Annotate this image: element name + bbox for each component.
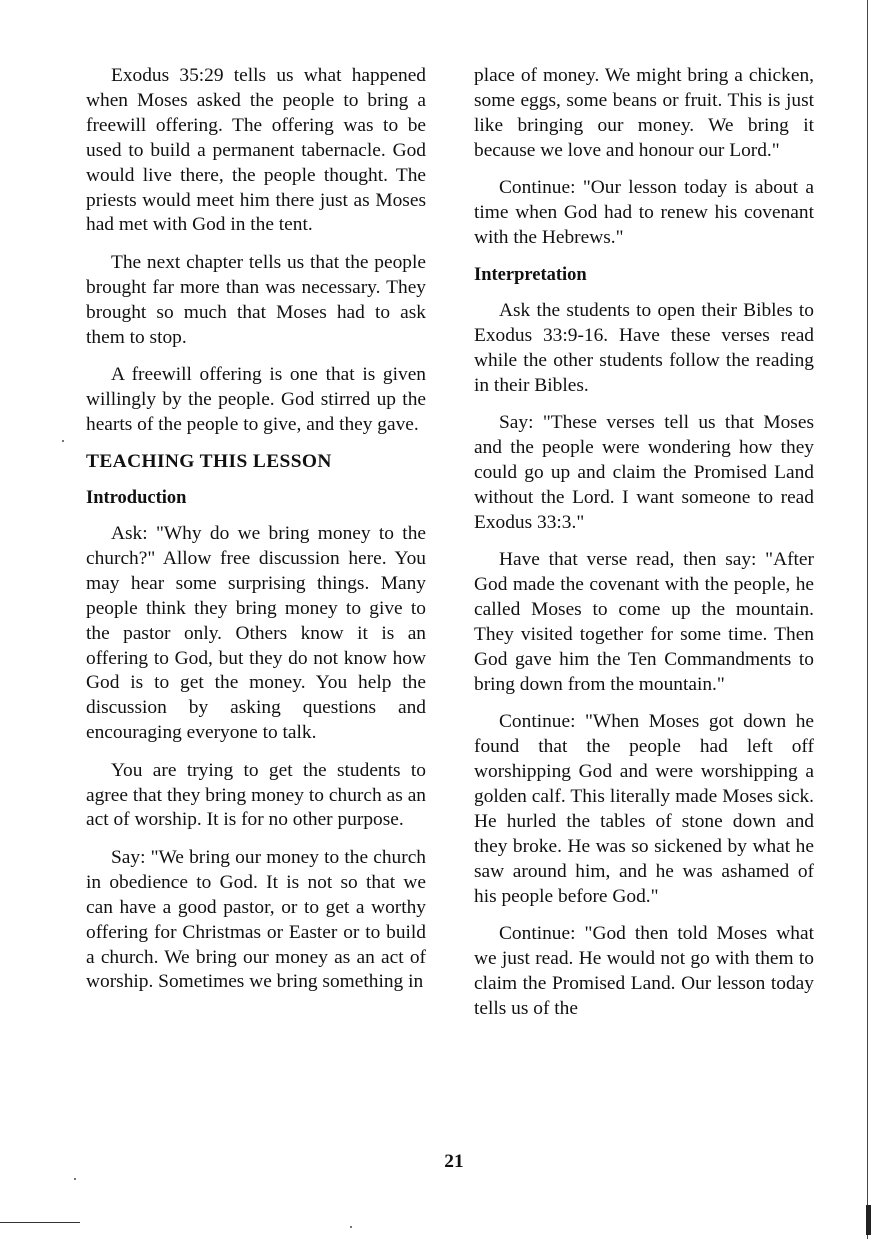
paragraph-continued: place of money. We might bring a chicken, some eggs, some beans or fruit. This is just like bringing our money. We bring it because we love and honour our Lord." [474,65,814,161]
paragraph: The next chapter tells us that the people brought far more than was necessary. They brought so much that Moses had to ask them to stop. [86,251,426,348]
paragraph: You are trying to get the students to agree that they bring money to church as an act of worship. It is for no other purpose. [86,759,426,831]
paragraph: Continue: "God then told Moses what we just read. He would not go with them to claim the Promised Land. Our lesson today tells us of the [474,923,814,1019]
left-column [86,64,426,1008]
scan-speck [350,1226,352,1228]
page-number: 21 [444,1151,464,1172]
paragraph: Ask: "Why do we bring money to the church?" Allow free discussion here. You may hear some surprising things. Many people think they bring money to give to the pastor only. Others know it is an offering to God, but they do not know how God is to get the money. You help the discussion by asking questions and encouraging everyone to talk. [86,523,426,744]
paragraph: Say: "These verses tell us that Moses and the people were wondering how they could go up and claim the Promised Land without the Lord. I want someone to read Exodus 33:3." [474,412,814,533]
scan-speck [62,440,64,442]
scan-speck [74,1178,76,1180]
subheading-introduction: Introduction [86,488,187,509]
paragraph: Exodus 35:29 tells us what happened when Moses asked the people to bring a freewill offering. The offering was to be used to build a permanent tabernacle. God would live there, the people thought. The priests would meet him there just as Moses had met with God in the tent. [86,65,426,236]
section-heading: TEACHING THIS LESSON [86,451,332,473]
paragraph: A freewill offering is one that is given willingly by the people. God stirred up the hearts of the people to give, and they gave. [86,363,426,435]
paragraph: Continue: "Our lesson today is about a time when God had to renew his covenant with the Hebrews." [474,177,814,248]
paragraph: Say: "We bring our money to the church in obedience to God. It is not so that we can have a good pastor, or to get a worthy offering for Christmas or Easter or to build a church. We bring our money as an act of worship. Sometimes we bring something in [86,846,426,993]
scan-artifact-line [0,1222,80,1223]
scan-edge-mark [866,1205,871,1235]
right-column [474,64,814,1034]
paragraph: Have that verse read, then say: "After God made the covenant with the people, he called Moses to come up the mountain. They visited together for some time. Then God gave him the Ten Commandments to bring down from the mountain." [474,549,814,695]
paragraph: Ask the students to open their Bibles to Exodus 33:9-16. Have these verses read while the other students follow the reading in their Bibles. [474,300,814,396]
subheading-interpretation: Interpretation [474,265,587,286]
paragraph: Continue: "When Moses got down he found that the people had left off worshipping God and were worshipping a golden calf. This literally made Moses sick. He hurled the tables of stone down and they broke. He was so sickened by what he saw around him, and he was ashamed of his people before God." [474,711,814,907]
scan-edge [867,0,868,1239]
